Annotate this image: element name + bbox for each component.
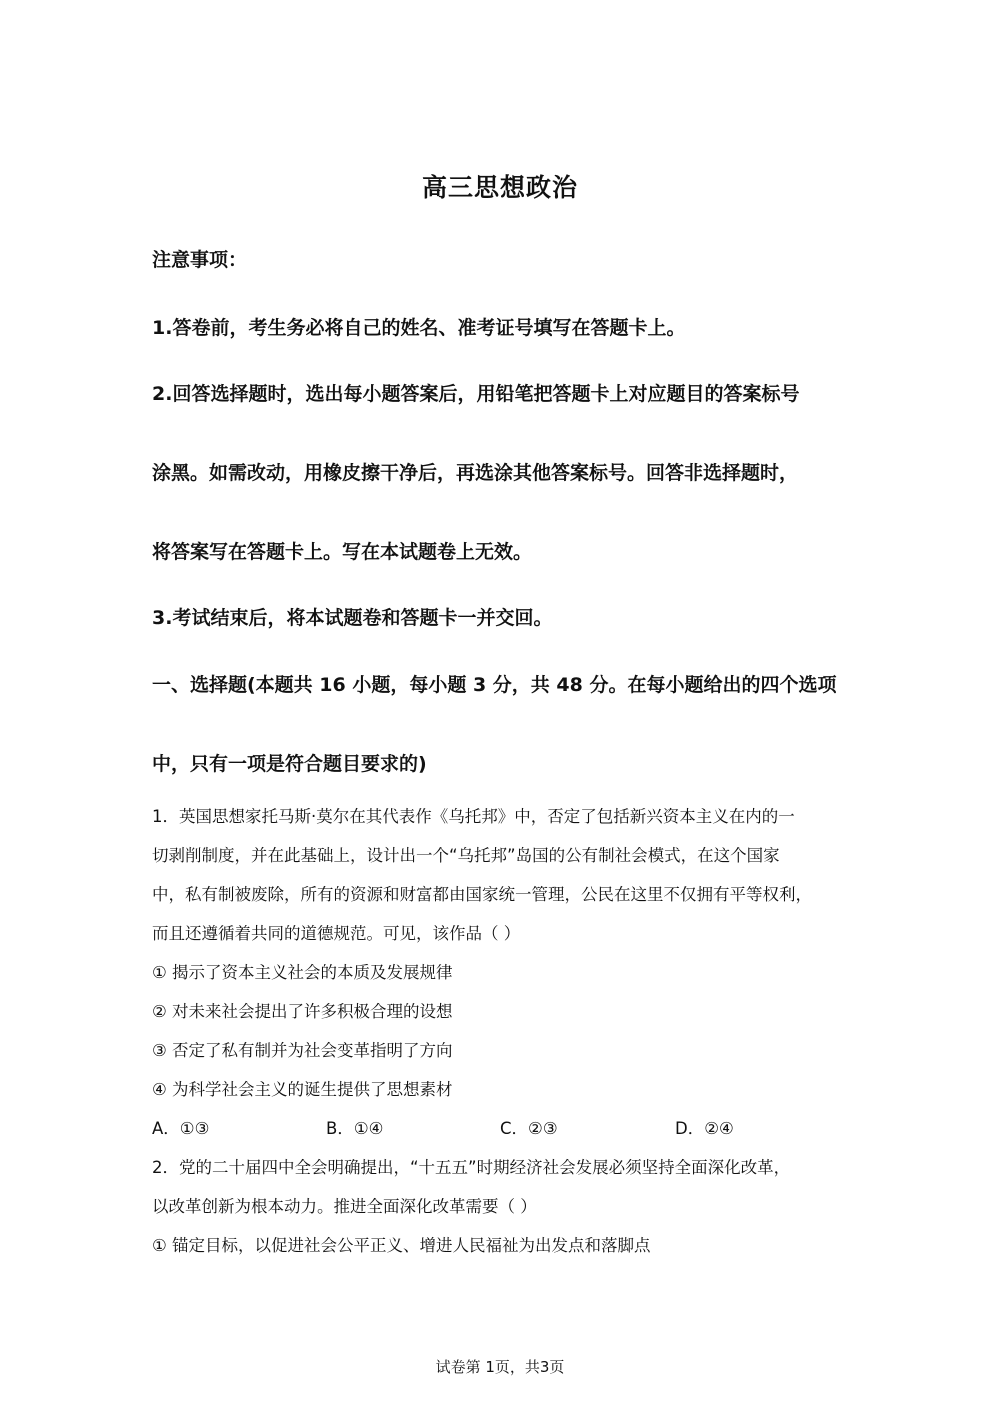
question-1-option-b: B．①④ — [326, 1119, 384, 1138]
question-2-line-2: 以改革创新为根本动力。推进全面深化改革需要（ ） — [152, 1197, 537, 1216]
notice-heading: 注意事项： — [152, 249, 248, 271]
question-2-line-1: 2．党的二十届四中全会明确提出，“十五五”时期经济社会发展必须坚持全面深化改革， — [152, 1158, 791, 1177]
question-1-statement-3: ③ 否定了私有制并为社会变革指明了方向 — [152, 1041, 453, 1060]
question-1-statement-1: ① 揭示了资本主义社会的本质及发展规律 — [152, 963, 453, 982]
notice-item-2-line-1: 2.回答选择题时，选出每小题答案后，用铅笔把答题卡上对应题目的答案标号 — [152, 383, 800, 405]
question-1-statement-2: ② 对未来社会提出了许多积极合理的设想 — [152, 1002, 453, 1021]
notice-item-1: 1.答卷前，考生务必将自己的姓名、准考证号填写在答题卡上。 — [152, 317, 686, 339]
question-1-line-3: 中，私有制被废除，所有的资源和财富都由国家统一管理，公民在这里不仅拥有平等权利， — [152, 885, 812, 904]
question-1-line-1: 1．英国思想家托马斯·莫尔在其代表作《乌托邦》中，否定了包括新兴资本主义在内的一 — [152, 807, 795, 826]
section-heading-line-2: 中，只有一项是符合题目要求的) — [152, 753, 427, 775]
question-1-option-d: D．②④ — [675, 1119, 734, 1138]
question-1-line-2: 切剥削制度，并在此基础上，设计出一个“乌托邦”岛国的公有制社会模式，在这个国家 — [152, 846, 780, 865]
page-title: 高三思想政治 — [421, 173, 578, 202]
page-footer: 试卷第 1页，共3页 — [435, 1358, 565, 1376]
section-heading-line-1: 一、选择题(本题共 16 小题，每小题 3 分，共 48 分。在每小题给出的四个选项 — [152, 674, 837, 696]
question-1-line-4: 而且还遵循着共同的道德规范。可见，该作品（ ） — [152, 924, 521, 943]
question-1-statement-4: ④ 为科学社会主义的诞生提供了思想素材 — [152, 1080, 453, 1099]
question-1-option-a: A．①③ — [152, 1119, 210, 1138]
question-1-option-c: C．②③ — [500, 1119, 558, 1138]
notice-item-2-line-2: 涂黑。如需改动，用橡皮擦干净后，再选涂其他答案标号。回答非选择题时， — [152, 462, 799, 484]
notice-item-2-line-3: 将答案写在答题卡上。写在本试题卷上无效。 — [152, 541, 533, 563]
notice-item-3: 3.考试结束后，将本试题卷和答题卡一并交回。 — [152, 607, 553, 629]
question-2-statement-1: ① 锚定目标，以促进社会公平正义、增进人民福祉为出发点和落脚点 — [152, 1236, 651, 1255]
